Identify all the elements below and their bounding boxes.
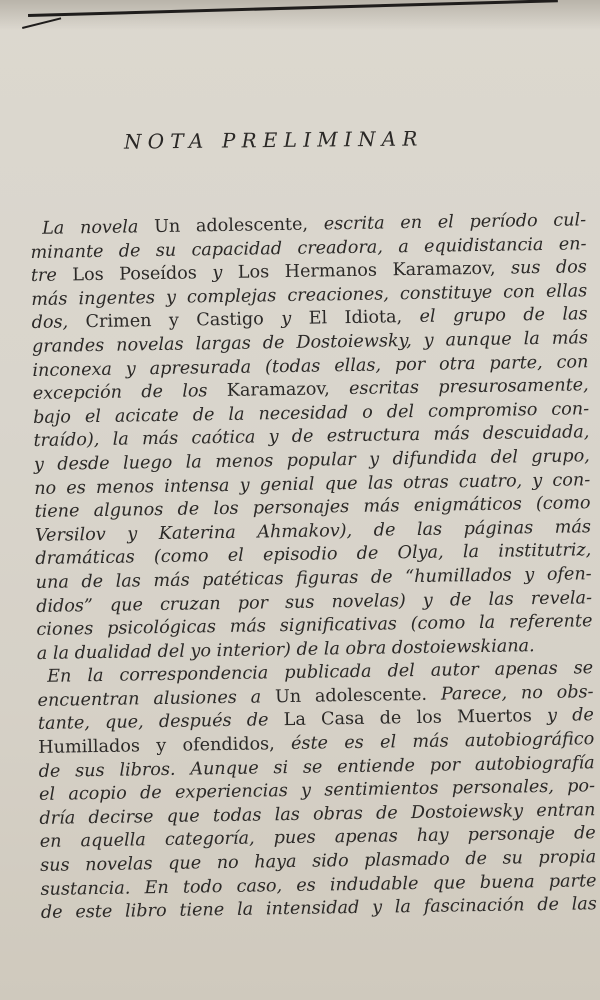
text-segment: excepción de los — [32, 381, 227, 405]
page-title: NOTA PRELIMINAR — [123, 126, 424, 154]
book-title-text: Crimen y Castigo — [85, 309, 264, 333]
book-title-text: Un adolescente, — [153, 214, 309, 238]
text-segment: de este libro tiene la intensidad y la fascinación de las — [40, 894, 598, 924]
text-segment: sus novelas que no haya sido plasmado de su propia — [40, 847, 597, 876]
book-title-text: Los Hermanos Karamazov, — [237, 258, 496, 283]
body-text — [30, 209, 597, 925]
text-segment: didos” que cruzan por sus novelas) y de las revela- — [35, 587, 593, 617]
book-title-text: La Casa de los Muertos — [283, 706, 533, 731]
text-segment: el grupo de las — [401, 304, 588, 328]
text-segment: dos, — [31, 312, 86, 334]
text-segment: más ingentes y complejas creaciones, constituye con ellas — [31, 281, 588, 310]
text-segment: y — [196, 262, 239, 284]
text-segment: tre — [30, 265, 73, 287]
text-segment: y — [263, 309, 309, 330]
text-segment: sustancia. En todo caso, es indudable que buena parte — [40, 870, 597, 900]
text-segment: Versilov y Katerina Ahmakov), de las páginas más — [34, 516, 592, 546]
text-segment: dramáticas (como el episodio de Olya, la institutriz, — [35, 540, 592, 570]
text-segment: inconexa y apresurada (todas ellas, por otra parte, con — [32, 351, 589, 381]
text-segment: el acopio de experiencias y sentimientos personales, po- — [38, 776, 596, 806]
book-title-text: Los Poseídos — [72, 263, 198, 286]
book-title-text: El Idiota, — [308, 307, 403, 330]
text-segment: minante de su capacidad creadora, a equidistancia en- — [30, 233, 587, 263]
text-segment: traído), la más caótica y de estructura más descuidada, — [33, 422, 590, 452]
text-segment: En la correspondencia publicada del autor apenas se — [47, 658, 594, 688]
book-title-text: Un adolescente. — [274, 684, 428, 708]
text-segment: tiene algunos de los personajes más enigmáticos (como — [34, 493, 591, 523]
text-segment: ciones psicológicas más significativas (como la referente — [36, 611, 593, 641]
text-segment: encuentran alusiones a — [37, 687, 276, 711]
text-segment: en aquella categoría, pues apenas hay personaje de — [39, 823, 596, 853]
text-segment: no es menos intensa y genial que las otras cuatro, y con- — [34, 469, 591, 499]
book-title-text: Karamazov, — [226, 379, 330, 402]
text-segment: bajo el acicate de la necesidad o del compromiso con- — [32, 398, 590, 428]
text-segment: escritas presurosamente, — [329, 375, 589, 400]
text-segment: escrita en el período cul- — [307, 210, 587, 235]
text-segment: y de — [531, 705, 595, 727]
text-segment: tante, que, después de — [37, 710, 284, 735]
text-segment: a la dualidad del yo interior) de la obra dostoiewskiana. — [36, 635, 535, 664]
text-segment: y desde luego la menos popular y difundida del grupo, — [33, 446, 590, 475]
text-segment: éste es el más autobiográfico — [274, 729, 595, 755]
text-segment: una de las más patéticas figuras de “humillados y ofen- — [35, 564, 592, 593]
text-segment: dría decirse que todas las obras de Dostoiewsky entran — [39, 800, 596, 829]
text-segment: sus dos — [495, 257, 588, 279]
text-segment: La novela — [42, 217, 155, 239]
text-segment: grandes novelas largas de Dostoiewsky, y aunque la más — [31, 328, 589, 357]
text-segment: Parece, no obs- — [426, 682, 594, 705]
text-segment: de sus libros. Aunque si se entiende por autobiografía — [38, 752, 595, 782]
book-title-text: Humillados y ofendidos, — [38, 734, 275, 758]
